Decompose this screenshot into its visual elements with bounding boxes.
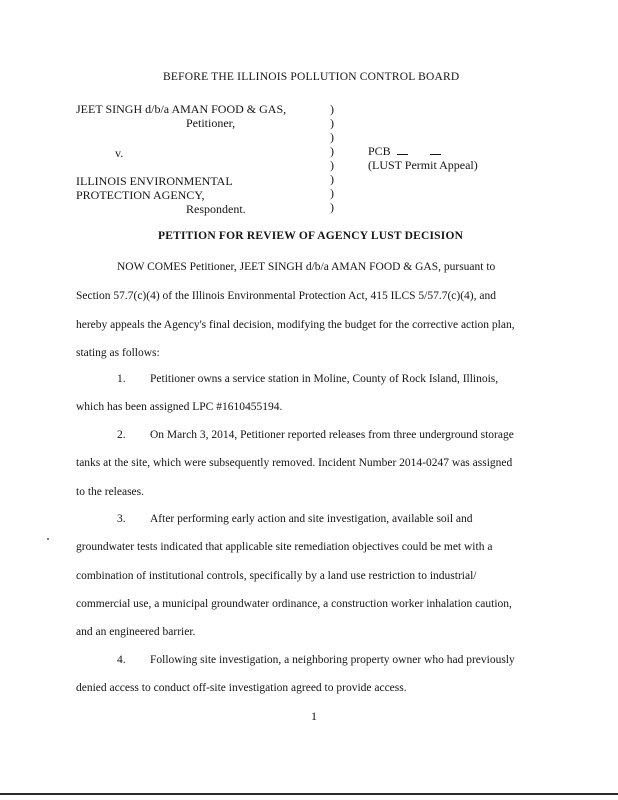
- respondent-line-1: ILLINOIS ENVIRONMENTAL: [76, 174, 233, 188]
- page-number: 1: [311, 709, 317, 723]
- paragraph-number: 1.: [117, 373, 126, 385]
- paragraph-line: After performing early action and site investigation, available soil and: [150, 513, 473, 525]
- paragraph-line: denied access to conduct off-site investigation agreed to provide access.: [76, 682, 407, 694]
- paren-2: ): [330, 116, 334, 130]
- versus-label: v.: [115, 146, 124, 160]
- paragraph-line: On March 3, 2014, Petitioner reported releases from three underground storage: [150, 429, 514, 441]
- case-number: [368, 144, 441, 158]
- paragraph-number: 3.: [117, 513, 126, 525]
- paren-8: ): [330, 200, 334, 214]
- paren-4: ): [330, 144, 334, 158]
- paragraph-line: combination of institutional controls, specifically by a land use restriction to industrial/: [76, 570, 477, 582]
- intro-line: hereby appeals the Agency's final decision, modifying the budget for the corrective action plan,: [76, 319, 515, 331]
- paragraph-number: 4.: [117, 654, 126, 666]
- intro-line: Section 57.7(c)(4) of the Illinois Environmental Protection Act, 415 ILCS 5/57.7(c)(4), and: [76, 290, 496, 302]
- paragraph-line: to the releases.: [76, 486, 145, 498]
- scan-speck: [47, 538, 49, 540]
- paragraph-line: Following site investigation, a neighboring property owner who had previously: [150, 654, 515, 666]
- paren-5: ): [330, 158, 334, 172]
- intro-line: stating as follows:: [76, 347, 160, 359]
- petition-title: PETITION FOR REVIEW OF AGENCY LUST DECISION: [158, 230, 464, 242]
- case-number-blank-1: [397, 145, 408, 155]
- paragraph-line: and an engineered barrier.: [76, 626, 196, 638]
- paren-3: ): [330, 130, 334, 144]
- paragraph-number: 2.: [117, 429, 126, 441]
- respondent-line-2: PROTECTION AGENCY,: [76, 188, 205, 202]
- intro-line: NOW COMES Petitioner, JEET SINGH d/b/a AMAN FOOD & GAS, pursuant to: [117, 261, 496, 273]
- paragraph-line: groundwater tests indicated that applicable site remediation objectives could be met with a: [76, 541, 493, 553]
- petitioner-name: JEET SINGH d/b/a AMAN FOOD & GAS,: [76, 102, 287, 116]
- paragraph-line: commercial use, a municipal groundwater ordinance, a construction worker inhalation caution,: [76, 598, 512, 610]
- case-label: PCB: [368, 144, 391, 158]
- court-heading: BEFORE THE ILLINOIS POLLUTION CONTROL BOARD: [163, 71, 460, 83]
- paren-7: ): [330, 186, 334, 200]
- petitioner-role: Petitioner,: [186, 116, 236, 130]
- paren-1: ): [330, 102, 334, 116]
- case-type: (LUST Permit Appeal): [368, 158, 478, 172]
- paragraph-line: which has been assigned LPC #1610455194.: [76, 401, 283, 413]
- respondent-role: Respondent.: [186, 202, 246, 216]
- paragraph-line: tanks at the site, which were subsequently removed. Incident Number 2014-0247 was assigned: [76, 457, 513, 469]
- paren-6: ): [330, 172, 334, 186]
- case-number-blank-2: [430, 145, 441, 155]
- paragraph-line: Petitioner owns a service station in Moline, County of Rock Island, Illinois,: [150, 373, 499, 385]
- scan-bottom-edge: [0, 793, 618, 795]
